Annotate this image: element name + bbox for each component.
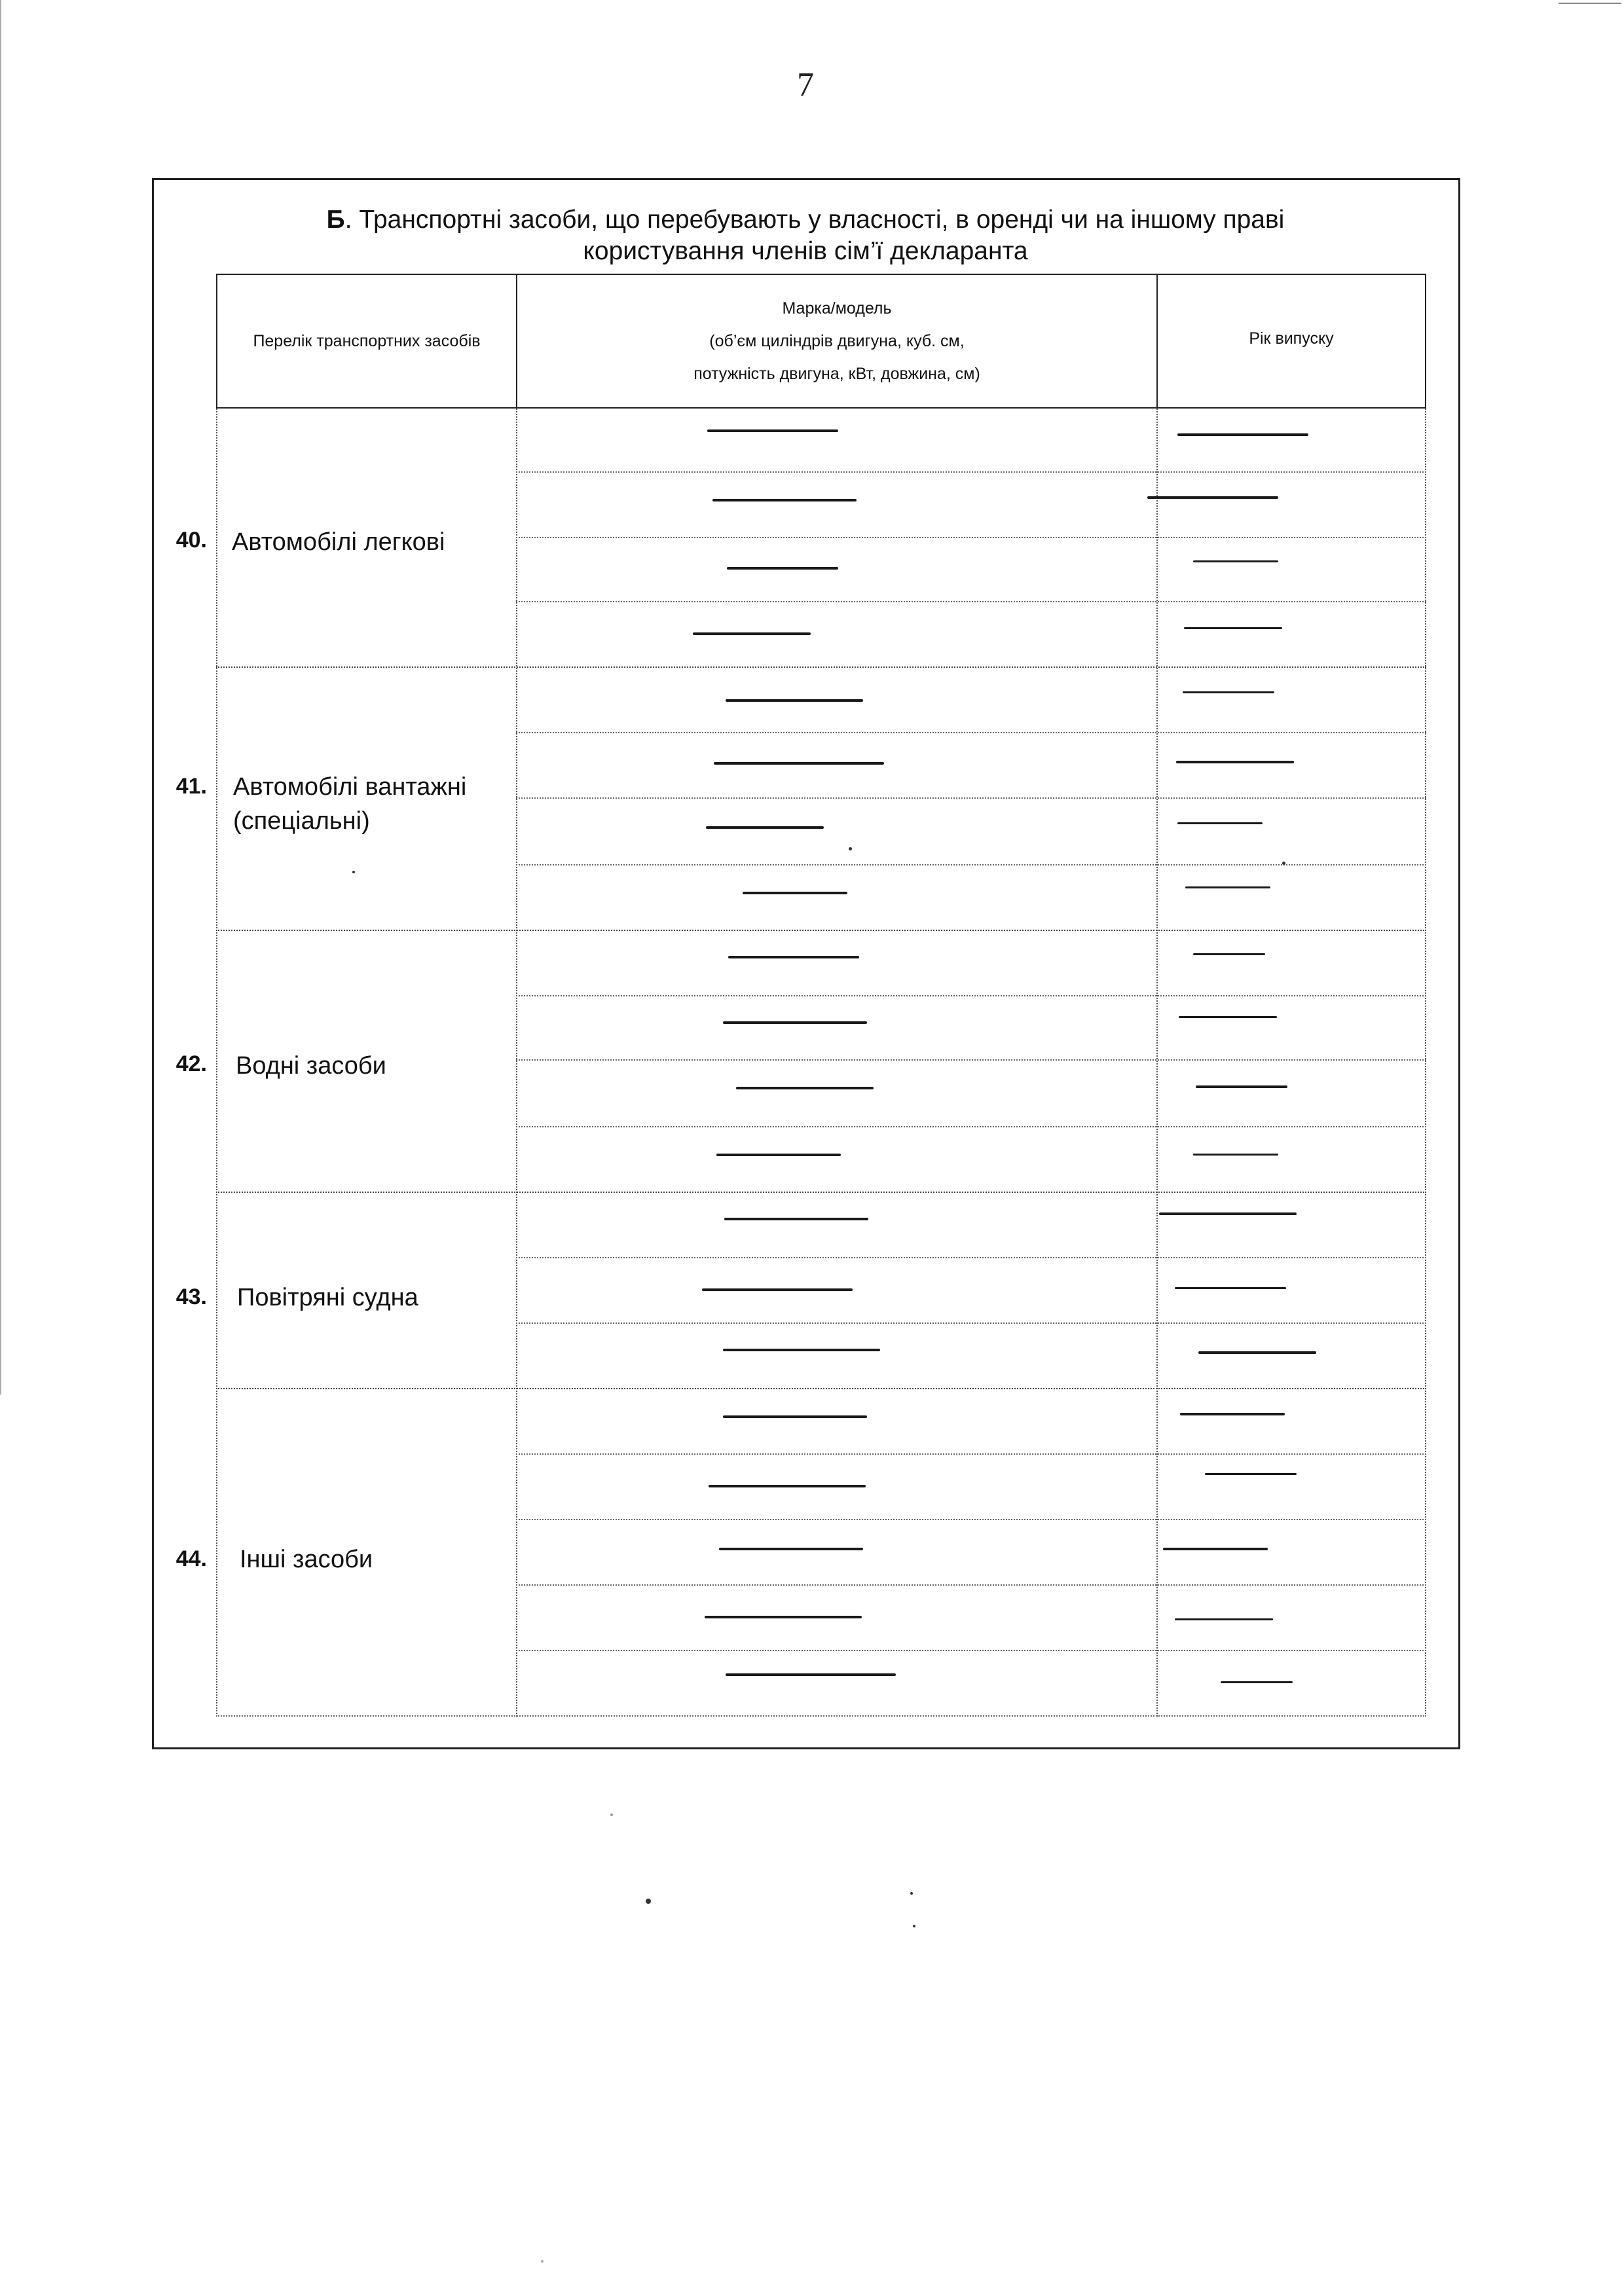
scan-speck [849, 847, 852, 850]
dash-mark [693, 632, 811, 635]
dash-mark [1198, 1351, 1316, 1354]
vehicle-table-body [216, 409, 1428, 1724]
dash-mark [1180, 1413, 1285, 1415]
group-divider [216, 1192, 1426, 1193]
row-divider [516, 1322, 1426, 1324]
group-42-number: 42. [175, 1051, 207, 1076]
group-divider [216, 930, 1426, 931]
header-model-column [517, 275, 1158, 407]
row-divider [516, 1059, 1426, 1061]
dash-mark [723, 1415, 867, 1418]
section-title-text: . Транспортні засоби, що перебувають у власності, в оренді чи на іншому праві [344, 206, 1285, 234]
dash-mark [1177, 822, 1263, 824]
dash-mark [726, 699, 863, 702]
row-divider [516, 797, 1426, 799]
row-divider [516, 995, 1426, 996]
scan-edge-left [0, 0, 1, 1394]
group-divider [216, 666, 1426, 668]
group-43-number: 43. [175, 1285, 207, 1309]
col-list-divider [516, 409, 517, 1717]
dash-mark [1179, 1016, 1277, 1018]
group-41-number: 41. [175, 774, 207, 799]
row-divider [516, 1519, 1426, 1520]
group-40-label: Автомобілі легкові [232, 528, 445, 556]
dash-mark [1205, 1473, 1297, 1475]
header-model-line1: Марка/модель [782, 299, 892, 318]
header-model-line2: (об’єм циліндрів двигуна, куб. см, [709, 332, 965, 350]
dash-mark [1184, 627, 1282, 629]
row-divider [516, 601, 1426, 602]
dash-mark [726, 1673, 896, 1676]
table-header [216, 274, 1426, 409]
page-number: 7 [797, 66, 814, 103]
row-divider [516, 471, 1426, 473]
dash-mark [1183, 691, 1274, 693]
dash-mark [712, 499, 857, 501]
dash-mark [1185, 886, 1270, 888]
scan-speck [352, 871, 355, 873]
dash-mark [707, 429, 838, 432]
dash-mark [736, 1087, 874, 1089]
row-divider [516, 1453, 1426, 1455]
group-40-number: 40. [175, 528, 207, 553]
dash-mark [716, 1154, 841, 1156]
col-left-border [216, 409, 217, 1717]
dash-mark [728, 956, 859, 958]
header-year-column: Рік випуску [1249, 329, 1334, 348]
section-title-line2: користування членів сім’ї декларанта [583, 237, 1028, 265]
scan-speck [646, 1899, 651, 1904]
table-bottom-border [216, 1715, 1426, 1717]
scan-speck [541, 2260, 544, 2263]
dash-mark [1147, 496, 1278, 499]
group-41-label-line2: (спеціальні) [233, 807, 370, 835]
row-divider [516, 732, 1426, 733]
dash-mark [1193, 953, 1265, 955]
dash-mark [727, 567, 838, 570]
dash-mark [1176, 761, 1294, 763]
row-divider [516, 1584, 1426, 1586]
section-title [216, 204, 1395, 267]
dash-mark [1193, 560, 1278, 562]
row-divider [516, 1650, 1426, 1651]
dash-mark [702, 1288, 853, 1291]
dash-mark [1175, 1618, 1273, 1620]
group-divider [216, 1388, 1426, 1389]
dash-mark [723, 1021, 867, 1024]
group-41-label [233, 770, 466, 838]
dash-mark [1221, 1681, 1293, 1683]
scan-speck [1282, 862, 1285, 865]
section-letter: Б [326, 206, 345, 234]
col-right-border [1425, 409, 1426, 1717]
row-divider [516, 864, 1426, 866]
scan-speck [910, 1892, 913, 1895]
dash-mark [1196, 1085, 1287, 1088]
row-divider [516, 1257, 1426, 1258]
scan-edge-top [1559, 3, 1621, 4]
dash-mark [719, 1548, 863, 1550]
header-list-column: Перелік транспортних засобів [217, 275, 517, 407]
group-41-label-line1: Автомобілі вантажні [233, 773, 467, 801]
col-model-divider [1156, 409, 1158, 1717]
group-44-label: Інші засоби [240, 1546, 373, 1573]
dash-mark [743, 892, 847, 894]
dash-mark [1163, 1548, 1268, 1550]
row-divider [516, 1126, 1426, 1127]
dash-mark [705, 1616, 862, 1618]
header-model-line3: потужність двигуна, кВт, довжина, см) [693, 365, 980, 383]
dash-mark [1177, 433, 1308, 436]
dash-mark [714, 762, 884, 765]
dash-mark [1193, 1154, 1278, 1156]
section-title-line1 [216, 204, 1395, 236]
scan-speck [610, 1813, 613, 1816]
dash-mark [724, 1218, 868, 1220]
group-42-label: Водні засоби [236, 1052, 386, 1080]
dash-mark [723, 1349, 880, 1351]
dash-mark [1175, 1287, 1286, 1289]
group-43-label: Повітряні судна [237, 1284, 418, 1311]
scan-speck [913, 1925, 915, 1927]
dash-mark [1159, 1212, 1297, 1215]
group-44-number: 44. [175, 1546, 207, 1571]
dash-mark [709, 1485, 866, 1487]
dash-mark [706, 826, 824, 829]
row-divider [516, 537, 1426, 538]
